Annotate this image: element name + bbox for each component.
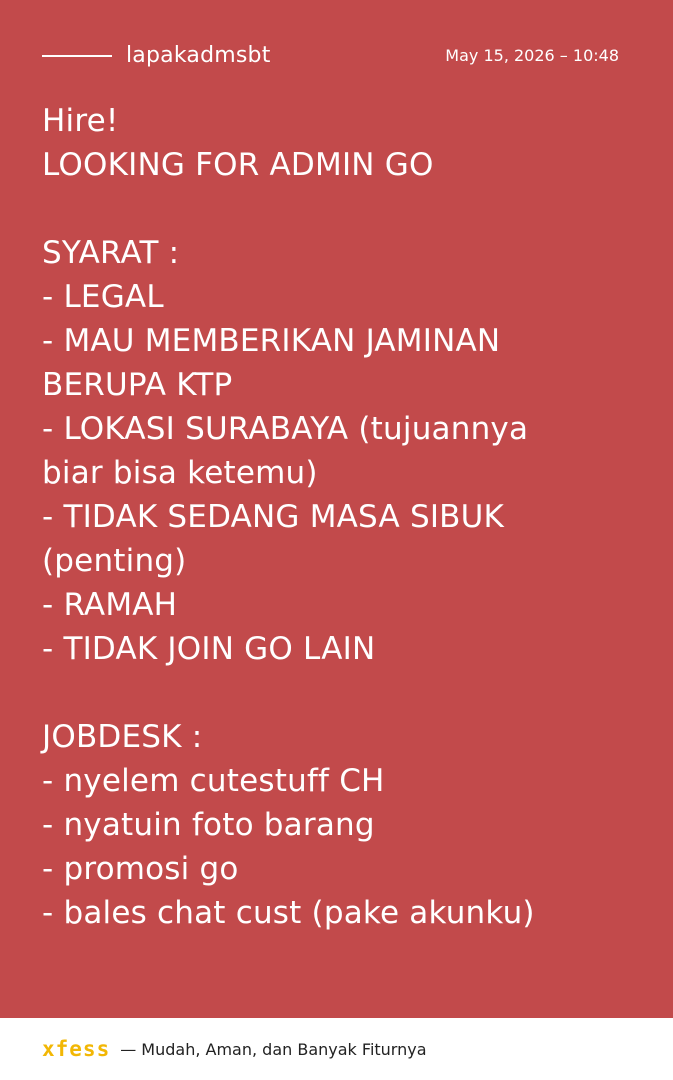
message-line: - bales chat cust (pake akunku) [42, 895, 535, 931]
message-body [42, 99, 643, 935]
message-line [42, 187, 643, 231]
message-line: - nyelem cutestuff CH [42, 763, 385, 799]
message-line: LOOKING FOR ADMIN GO [42, 147, 434, 183]
message-line: - TIDAK SEDANG MASA SIBUK [42, 499, 505, 535]
header-divider [42, 55, 112, 57]
footer-bar [0, 1018, 673, 1080]
sender-username: lapakadmsbt [126, 43, 271, 68]
brand-tagline: — Mudah, Aman, dan Banyak Fiturnya [120, 1039, 427, 1059]
message-line: - nyatuin foto barang [42, 807, 375, 843]
message-line: BERUPA KTP [42, 367, 233, 403]
message-line: - MAU MEMBERIKAN JAMINAN [42, 323, 501, 359]
message-line: - TIDAK JOIN GO LAIN [42, 631, 376, 667]
brand-logo: xfess [42, 1037, 111, 1061]
card-header [42, 42, 619, 70]
message-line: - LEGAL [42, 279, 164, 315]
message-line: - LOKASI SURABAYA (tujuannya [42, 411, 529, 447]
message-line: - RAMAH [42, 587, 178, 623]
message-line: - promosi go [42, 851, 239, 887]
message-line: SYARAT : [42, 235, 180, 271]
message-line [42, 671, 643, 715]
message-line: (penting) [42, 543, 187, 579]
message-line: biar bisa ketemu) [42, 455, 318, 491]
message-line: Hire! [42, 103, 119, 139]
message-timestamp: May 15, 2026 – 10:48 [445, 46, 619, 65]
message-line: JOBDESK : [42, 719, 203, 755]
